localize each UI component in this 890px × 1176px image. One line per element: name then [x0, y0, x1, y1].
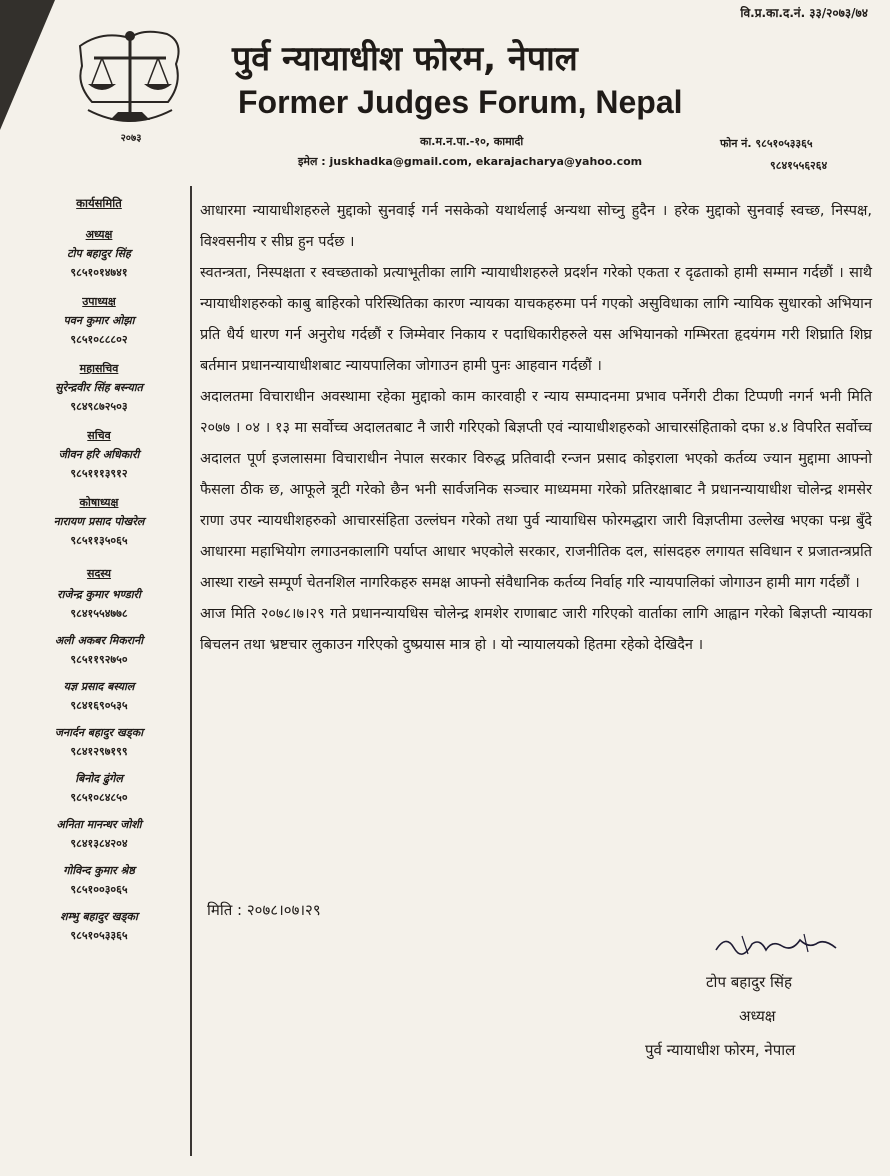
officer-role: उपाध्यक्ष: [82, 295, 116, 308]
signer-role: अध्यक्ष: [739, 1007, 776, 1025]
body-paragraph: आज मिति २०७८।७।२९ गते प्रधानन्यायधिस चोलेन्द्र शमशेर राणाबाट जारी गरिएको वार्ताका लागि आह्वान गरेको बिज्ञप्ती न्यायका बिचलन तथा भ्रष्टचार लुकाउन गरिएको दुष्प्रयास मात्र हो । यो न्यायालयको हितमा रहेको देखिदैन ।: [200, 606, 872, 653]
officer-entry: [18, 294, 180, 347]
member-entry: [18, 863, 180, 897]
officer-role: महासचिव: [79, 362, 119, 375]
member-phone: ९८४१६९०५३५: [70, 699, 128, 712]
reference-number: वि.प्र.का.द.नं. ३३/२०७३/७४: [740, 6, 868, 20]
member-entry: [18, 633, 180, 667]
member-phone: ९८५१००३०६५: [70, 883, 128, 896]
officer-role: सचिव: [87, 429, 111, 442]
member-phone: ९८४१२९७१९९: [70, 745, 128, 758]
body-paragraph: आधारमा न्यायाधीशहरुले मुद्दाको सुनवाई गर्न नसकेको यथार्थलाई अन्यथा सोच्नु हुदैन । हरेक मुद्दाको सुनवाई स्वच्छ, निस्पक्ष, विश्वसनीय र सीघ्र हुन पर्दछ ।: [200, 203, 872, 250]
logo-year: २०७३: [120, 133, 142, 144]
member-entry: [18, 679, 180, 713]
officer-entry: [18, 361, 180, 414]
officer-name: सुरेन्द्रवीर सिंह बस्न्यात: [55, 381, 143, 394]
member-phone: ९८५११९२७५०: [70, 653, 128, 666]
office-address: का.म.न.पा.-१०, कामादी: [420, 135, 524, 148]
body-paragraph: अदालतमा विचाराधीन अवस्थामा रहेका मुद्दाको काम कारवाही र न्याय सम्पादनमा प्रभाव पर्नेगरी टीका टिप्पणी नगर्न भनी मिति २०७७ । ०४ । १३ मा सर्वोच्च अदालतबाट नै जारी गरिएको बिज्ञप्ती एवं न्यायाधीशहरुको आचारसंहिताको दफा ४.४ विपरित सर्वोच्च अदालत पूर्ण इजलासमा विचाराधीन नेपाल सरकार विरुद्ध प्रतिवादी रन्जन प्रसाद कोइराला भएको कर्तव्य ज्यान मुद्दामा आफ्नो फैसला ठीक छ, आफूले त्रूटी गरेको छैन भनी सार्वजनिक सञ्चार माध्यममा गरेको प्रतिरक्षाबाट नै प्रधानन्यायाधीश चोलेन्द्र शमसेर राणा उपर न्यायधीशहरुको आचारसंहिता उल्लंघन गरेको तथा पुर्व न्यायाधिस फोरमद्धारा जारी विज्ञप्तीमा उल्लेख भएका पन्ध्र बुँदे आधारमा महाभियोग लगाउनकालागि पर्याप्त आधार भएकोले सरकार, राजनीतिक दल, सांसदहरु लगायत सविधान र प्रजातन्त्रप्रति आस्था राख्ने सम्पूर्ण चेतनशिल नागरिकहरु समक्ष आफ्नो संवैधानिक कर्तव्य निर्वाह गरि न्यायपालिकां जोगाउन हामी माग गर्दछौं ।: [200, 389, 872, 591]
member-phone: ९८४१५५४७७८: [70, 607, 128, 620]
letter-body: [200, 196, 872, 661]
handwritten-signature: [712, 930, 842, 960]
member-name: अनिता मानन्धर जोशी: [56, 818, 142, 831]
member-name: अली अकबर मिकरानी: [54, 634, 144, 647]
officer-name: जीवन हरि अधिकारी: [58, 448, 140, 461]
member-name: गोविन्द कुमार श्रेष्ठ: [63, 864, 135, 877]
officer-name: पवन कुमार ओझा: [63, 314, 135, 327]
member-entry: [18, 771, 180, 805]
officer-name: टोप बहादुर सिंह: [67, 247, 131, 260]
scales-of-justice-logo: [72, 24, 190, 146]
committee-heading: कार्यसमिति: [76, 196, 122, 210]
member-entry: [18, 587, 180, 621]
signer-organization: पुर्व न्यायाधीश फोरम, नेपाल: [645, 1041, 796, 1059]
member-entry: [18, 909, 180, 943]
organization-title-nepali: पुर्व न्यायाधीश फोरम, नेपाल: [232, 39, 578, 79]
member-entry: [18, 725, 180, 759]
member-name: शम्भु बहादुर खड्का: [60, 910, 138, 923]
logo-emblem-icon: [72, 24, 190, 134]
page-fold-shadow: [0, 0, 55, 130]
sidebar-divider: [190, 186, 192, 1156]
officer-phone: ९८५१०८८८०२: [70, 333, 128, 346]
officer-phone: ९८५१०१४७४१: [70, 266, 128, 279]
executive-committee-sidebar: [18, 196, 180, 943]
officer-phone: ९८५११३५०६५: [70, 534, 128, 547]
officer-role: कोषाध्यक्ष: [79, 496, 119, 509]
officer-entry: [18, 495, 180, 548]
member-phone: ९८४१३८४२०४: [70, 837, 128, 850]
officer-phone: ९८४९८७२५०३: [70, 400, 128, 413]
member-name: जनार्दन बहादुर खड्का: [54, 726, 144, 739]
phone-number-2: ९८४१५५६२६४: [770, 159, 828, 172]
member-name: राजेन्द्र कुमार भण्डारी: [57, 588, 141, 601]
officer-name: नारायण प्रसाद पोखरेल: [53, 515, 145, 528]
member-name: बिनोद ढुंगेल: [75, 772, 123, 785]
officer-entry: [18, 227, 180, 280]
email-contact: इमेल : juskhadka@gmail.com, ekarajacharya@yahoo.com: [298, 155, 643, 168]
phone-number-1: फोन नं. ९८५१०५३३६५: [720, 137, 813, 150]
member-phone: ९८५१०८४८५०: [70, 791, 128, 804]
officer-entry: [18, 428, 180, 481]
letter-date: मिति : २०७८।०७।२९: [207, 901, 321, 919]
signer-name: टोप बहादुर सिंह: [706, 973, 793, 991]
member-entry: [18, 817, 180, 851]
organization-title-english: Former Judges Forum, Nepal: [238, 84, 683, 120]
officer-role: अध्यक्ष: [85, 228, 113, 241]
members-heading: सदस्य: [87, 567, 111, 580]
member-phone: ९८५१०५३३६५: [70, 929, 128, 942]
officer-phone: ९८५१११३९१२: [70, 467, 128, 480]
body-paragraph: स्वतन्त्रता, निस्पक्षता र स्वच्छताको प्रत्याभूतीका लागि न्यायाधीशहरुले प्रदर्शन गरेको एकता र दृढताको हामी सम्मान गर्दछौं । साथै न्यायाधीशहरुको काबु बाहिरको परिस्थितिका कारण न्यायका याचकहरुमा पर्न गएको असुविधाका लागि न्यायिक सुधारको अभियान प्रति धैर्य धारण गर्न अनुरोध गर्दछौं र जिम्मेवार निकाय र पदाधिकारीहरुले यस अभियानको गम्भिरता हृदयंगम गरी शिघ्राति शिघ्र बर्तमान प्रधानन्यायाधीशबाट न्यायपालिका जोगाउन हामी पुनः आहवान गर्दछौं ।: [200, 265, 872, 374]
member-name: यज्ञ प्रसाद बस्याल: [63, 680, 135, 693]
